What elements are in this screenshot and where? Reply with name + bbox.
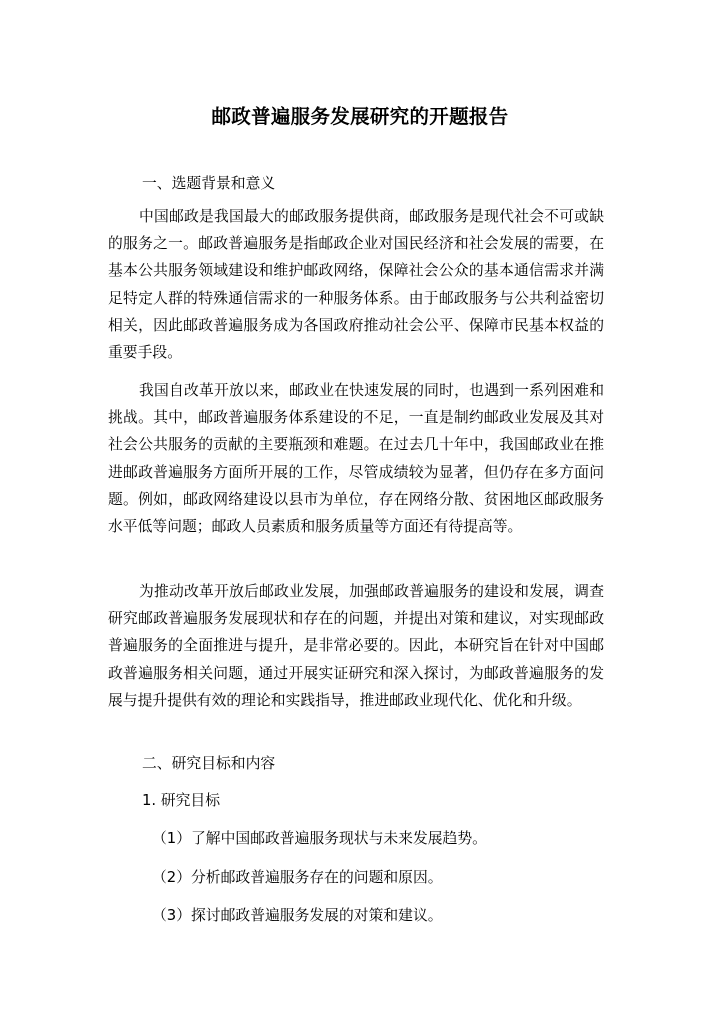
document-title: 邮政普遍服务发展研究的开题报告 — [211, 105, 509, 128]
paragraph-background-2: 我国自改革开放以来，邮政业在快速发展的同时，也遇到一系列困难和挑战。其中，邮政普遍服务体系建设的不足，一直是制约邮政业发展及其对社会公共服务的贡献的主要瓶颈和难题。在过去几十年中，我国邮政业在推进邮政普遍服务方面所开展的工作，尽管成绩较为显著，但仍存在多方面问题。例如，邮政网络建设以县市为单位，存在网络分散、贫困地区邮政服务水平低等问题；邮政人员素质和服务质量等方面还有待提高等。 — [108, 382, 604, 536]
paragraph-background-3: 为推动改革开放后邮政业发展，加强邮政普遍服务的建设和发展，调查研究邮政普遍服务发展现状和存在的问题，并提出对策和建议，对实现邮政普遍服务的全面推进与提升，是非常必要的。因此，本研究旨在针对中国邮政普遍服务相关问题，通过开展实证研究和深入探讨，为邮政普遍服务的发展与提升提供有效的理论和实践指导，推进邮政业现代化、优化和升级。 — [108, 583, 604, 709]
goal-item-1: （1）了解中国邮政普遍服务现状与未来发展趋势。 — [152, 830, 487, 847]
section-heading-goals-content: 二、研究目标和内容 — [142, 755, 276, 772]
paragraph-background-1: 中国邮政是我国最大的邮政服务提供商，邮政服务是现代社会不可或缺的服务之一。邮政普遍服务是指邮政企业对国民经济和社会发展的需要，在基本公共服务领域建设和维护邮政网络，保障社会公众的基本通信需求并满足特定人群的特殊通信需求的一种服务体系。由于邮政服务与公共利益密切相关，因此邮政普遍服务成为各国政府推动社会公平、保障市民基本权益的重要手段。 — [108, 208, 604, 362]
goal-item-2: （2）分析邮政普遍服务存在的问题和原因。 — [152, 869, 443, 886]
subheading-research-goals: 1. 研究目标 — [142, 792, 221, 809]
goal-item-3: （3）探讨邮政普遍服务发展的对策和建议。 — [152, 907, 443, 924]
section-heading-background: 一、选题背景和意义 — [142, 175, 276, 192]
